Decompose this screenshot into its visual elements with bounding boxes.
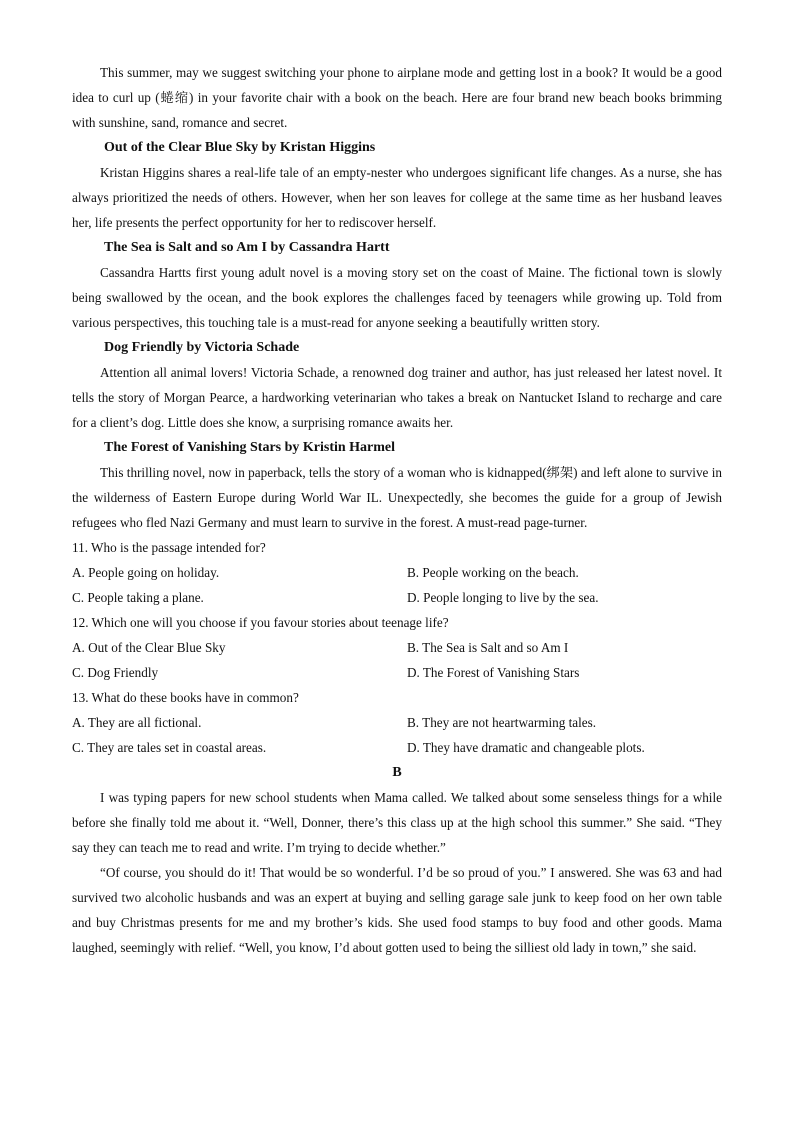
option-11-b: B. People working on the beach. <box>407 565 579 580</box>
intro-paragraph: This summer, may we suggest switching your phone to airplane mode and getting lost in a book? It would be a good idea to curl up (蜷缩) in your favorite chair with a book on the beach. Here are four brand new beach books brimming with sunshine, sand, romance and secret. <box>72 65 722 130</box>
section-b-paragraph-1: I was typing papers for new school students when Mama called. We talked about some senseless things for a while before she finally told me about it. “Well, Donner, there’s this class up at the high school this summer.” She said. “They say they can teach me to read and write. I’m trying to decide whether.” <box>72 790 722 855</box>
option-13-b: B. They are not heartwarming tales. <box>407 715 597 730</box>
question-12-stem: 12. Which one will you choose if you favour stories about teenage life? <box>72 615 449 630</box>
book-description-1: Kristan Higgins shares a real-life tale of an empty-nester who undergoes significant life changes. As a nurse, she has always prioritized the needs of others. However, when her son leaves for college at the same time as her husband leaves her, life presents the perfect opportunity for her to rediscover herself. <box>72 165 722 230</box>
option-12-b: B. The Sea is Salt and so Am I <box>407 640 569 655</box>
document-page <box>72 60 722 960</box>
option-11-c: C. People taking a plane. <box>72 590 204 605</box>
book-description-2: Cassandra Hartts first young adult novel is a moving story set on the coast of Maine. The fictional town is slowly being swallowed by the ocean, and the book explores the challenges faced by teenagers while growing up. Told from various perspectives, this touching tale is a must-read for anyone seeking a beautifully written story. <box>72 265 722 330</box>
option-11-a: A. People going on holiday. <box>72 565 220 580</box>
question-11-options <box>72 560 722 610</box>
option-12-d: D. The Forest of Vanishing Stars <box>407 665 580 680</box>
book-title-3: Dog Friendly by Victoria Schade <box>104 340 300 355</box>
option-11-d: D. People longing to live by the sea. <box>407 590 599 605</box>
book-title-1: Out of the Clear Blue Sky by Kristan Higgins <box>104 140 376 155</box>
question-13-stem: 13. What do these books have in common? <box>72 690 299 705</box>
question-12-options <box>72 635 722 685</box>
book-description-3: Attention all animal lovers! Victoria Schade, a renowned dog trainer and author, has just released her latest novel. It tells the story of Morgan Pearce, a hardworking veterinarian who takes a break on Nantucket Island to recharge and care for a client’s dog. Little does she know, a surprising romance awaits her. <box>72 365 722 430</box>
option-13-d: D. They have dramatic and changeable plots. <box>407 740 645 755</box>
question-11-stem: 11. Who is the passage intended for? <box>72 540 266 555</box>
section-b-paragraph-2: “Of course, you should do it! That would be so wonderful. I’d be so proud of you.” I answered. She was 63 and had survived two alcoholic husbands and was an expert at buying and selling garage sale junk to keep food on her own table and buy Christmas presents for me and my brother’s kids. She used food stamps to buy food and other goods. Mama laughed, seemingly with relief. “Well, you know, I’d about gotten used to being the silliest old lady in town,” she said. <box>72 865 722 955</box>
question-13-options <box>72 710 722 760</box>
section-b-heading: B <box>392 765 402 780</box>
option-13-c: C. They are tales set in coastal areas. <box>72 740 267 755</box>
option-12-a: A. Out of the Clear Blue Sky <box>72 640 226 655</box>
option-12-c: C. Dog Friendly <box>72 665 159 680</box>
book-description-4: This thrilling novel, now in paperback, tells the story of a woman who is kidnapped(绑架) and left alone to survive in the wilderness of Eastern Europe during World War IL. Unexpectedly, she becomes the guide for a group of Jewish refugees who fled Nazi Germany and must learn to survive in the forest. A must-read page-turner. <box>72 465 722 530</box>
option-13-a: A. They are all fictional. <box>72 715 202 730</box>
book-title-4: The Forest of Vanishing Stars by Kristin Harmel <box>104 440 396 455</box>
book-title-2: The Sea is Salt and so Am I by Cassandra Hartt <box>104 240 390 255</box>
